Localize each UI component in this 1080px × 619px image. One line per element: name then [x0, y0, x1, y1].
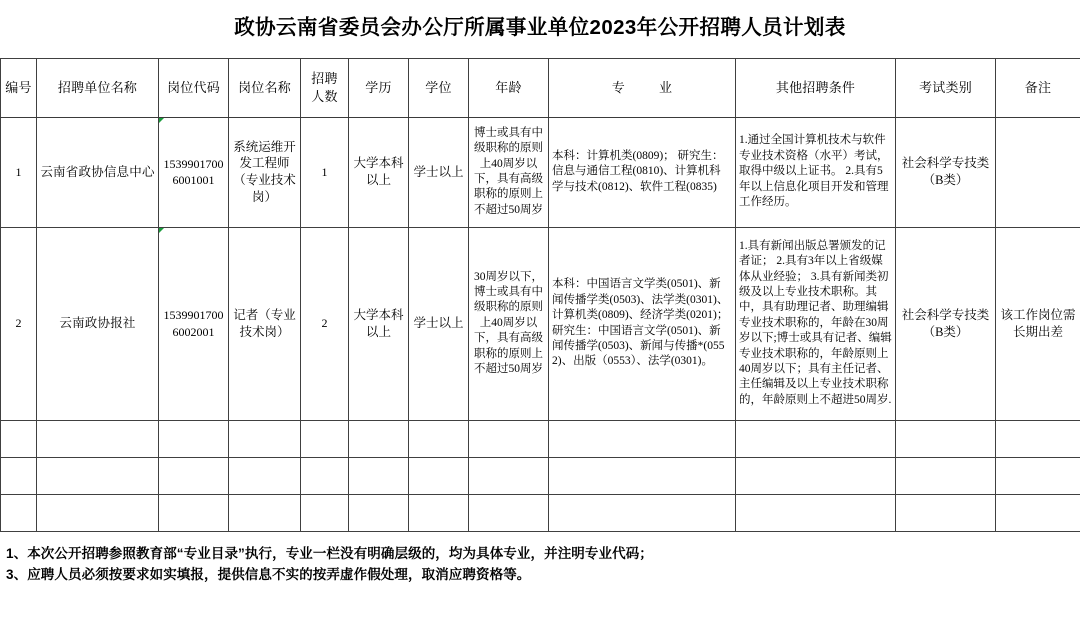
- cell-remark: 该工作岗位需长期出差: [996, 227, 1080, 420]
- cell-degree: [409, 494, 469, 531]
- table-row: [1, 117, 1080, 227]
- cell-major: 本科：计算机类(0809)； 研究生：信息与通信工程(0810)、计算机科学与技术(0812)、软件工程(0835): [549, 117, 736, 227]
- cell-index: 2: [1, 227, 37, 420]
- cell-post-name: [229, 457, 301, 494]
- cell-major: [549, 457, 736, 494]
- cell-index: 1: [1, 117, 37, 227]
- column-header-major: [549, 58, 736, 117]
- column-header-headcount-line2: 人数: [311, 88, 338, 104]
- footer-notes: [0, 532, 1080, 587]
- cell-unit: [37, 420, 159, 457]
- table-row: [1, 227, 1080, 420]
- cell-unit: 云南政协报社: [37, 227, 159, 420]
- cell-post-code: [159, 420, 229, 457]
- column-header-index: 编号: [1, 58, 37, 117]
- cell-post-code-text: 15399017006001001: [163, 156, 224, 187]
- comment-marker-icon: [159, 118, 164, 123]
- cell-headcount: [301, 420, 349, 457]
- cell-other-conditions: 1.具有新闻出版总署颁发的记者证； 2.具有3年以上省级媒体从业经验； 3.具有新闻类初级及以上专业技术职称。其中，具有助理记者、助理编辑专业技术职称的，年龄在30周岁以下;博士或具有记者、编辑专业技术职称的，年龄原则上40周岁以下；具有主任记者、主任编辑及以上专业技术职称的，年龄原则上不超进50周岁.: [736, 227, 896, 420]
- cell-other-conditions: [736, 420, 896, 457]
- cell-unit: 云南省政协信息中心: [37, 117, 159, 227]
- cell-post-name: 系统运维开发工程师（专业技术岗）: [229, 117, 301, 227]
- cell-exam-category: 社会科学专技类（B类）: [896, 227, 996, 420]
- column-header-unit: 招聘单位名称: [37, 58, 159, 117]
- cell-education: [349, 457, 409, 494]
- cell-remark: [996, 494, 1080, 531]
- recruitment-plan-table: [0, 58, 1080, 532]
- cell-headcount: 1: [301, 117, 349, 227]
- column-header-education: 学历: [349, 58, 409, 117]
- cell-education: [349, 494, 409, 531]
- cell-post-code: [159, 227, 229, 420]
- table-row-blank: [1, 494, 1080, 531]
- cell-degree: [409, 420, 469, 457]
- column-header-major-char1: 专: [611, 79, 625, 95]
- table-header-row: [1, 58, 1080, 117]
- cell-exam-category: 社会科学专技类（B类）: [896, 117, 996, 227]
- cell-remark: [996, 420, 1080, 457]
- column-header-post-code: 岗位代码: [159, 58, 229, 117]
- column-header-other-conditions: 其他招聘条件: [736, 58, 896, 117]
- column-header-headcount-line1: 招聘: [311, 71, 338, 87]
- page-title: 政协云南省委员会办公厅所属事业单位2023年公开招聘人员计划表: [234, 16, 846, 39]
- cell-major: [549, 494, 736, 531]
- column-header-age: 年龄: [469, 58, 549, 117]
- cell-remark: [996, 117, 1080, 227]
- cell-education: [349, 420, 409, 457]
- cell-degree: 学士以上: [409, 117, 469, 227]
- comment-marker-icon: [159, 228, 164, 233]
- cell-exam-category: [896, 457, 996, 494]
- cell-remark: [996, 457, 1080, 494]
- column-header-post-name: 岗位名称: [229, 58, 301, 117]
- cell-post-name: 记者（专业技术岗）: [229, 227, 301, 420]
- cell-post-code-text: 15399017006002001: [163, 308, 224, 339]
- cell-other-conditions: [736, 494, 896, 531]
- column-header-degree: 学位: [409, 58, 469, 117]
- column-header-headcount: [301, 58, 349, 117]
- cell-exam-category: [896, 494, 996, 531]
- cell-age: [469, 457, 549, 494]
- cell-major: [549, 420, 736, 457]
- table-row-blank: [1, 457, 1080, 494]
- recruitment-plan-table-container: [0, 58, 1080, 532]
- column-header-major-char2: 业: [659, 79, 673, 95]
- cell-unit: [37, 457, 159, 494]
- cell-headcount: 2: [301, 227, 349, 420]
- cell-major: 本科：中国语言文学类(0501)、新闻传播学类(0503)、法学类(0301)、计算机类(0809)、经济学类(0201)； 研究生：中国语言文学(0501)、新闻传播学(0503)、新闻与传播*(0552)、出版（0553）、法学(0301)。: [549, 227, 736, 420]
- column-header-exam-category: 考试类别: [896, 58, 996, 117]
- cell-post-code: [159, 457, 229, 494]
- cell-index: [1, 494, 37, 531]
- cell-post-code: [159, 117, 229, 227]
- cell-age: 博士或具有中级职称的原则上40周岁以下，具有高级职称的原则上不超过50周岁: [469, 117, 549, 227]
- cell-exam-category: [896, 420, 996, 457]
- cell-headcount: [301, 457, 349, 494]
- cell-education: 大学本科以上: [349, 227, 409, 420]
- cell-age: 30周岁以下，博士或具有中级职称的原则上40周岁以下，具有高级职称的原则上不超过50周岁: [469, 227, 549, 420]
- footer-note-1: 1、本次公开招聘参照教育部“专业目录”执行，专业一栏没有明确层级的，均为具体专业，并注明专业代码；: [6, 545, 653, 561]
- cell-education: 大学本科以上: [349, 117, 409, 227]
- cell-degree: 学士以上: [409, 227, 469, 420]
- cell-degree: [409, 457, 469, 494]
- cell-post-name: [229, 420, 301, 457]
- table-row-blank: [1, 420, 1080, 457]
- cell-post-name: [229, 494, 301, 531]
- column-header-remark: 备注: [996, 58, 1080, 117]
- cell-other-conditions: [736, 457, 896, 494]
- cell-unit: [37, 494, 159, 531]
- cell-other-conditions: 1.通过全国计算机技术与软件专业技术资格（水平）考试，取得中级以上证书。 2.具有5年以上信息化项目开发和管理工作经历。: [736, 117, 896, 227]
- cell-index: [1, 457, 37, 494]
- cell-index: [1, 420, 37, 457]
- cell-age: [469, 494, 549, 531]
- cell-post-code: [159, 494, 229, 531]
- cell-age: [469, 420, 549, 457]
- footer-note-2: 3、应聘人员必须按要求如实填报，提供信息不实的按弄虚作假处理，取消应聘资格等。: [6, 567, 531, 583]
- cell-headcount: [301, 494, 349, 531]
